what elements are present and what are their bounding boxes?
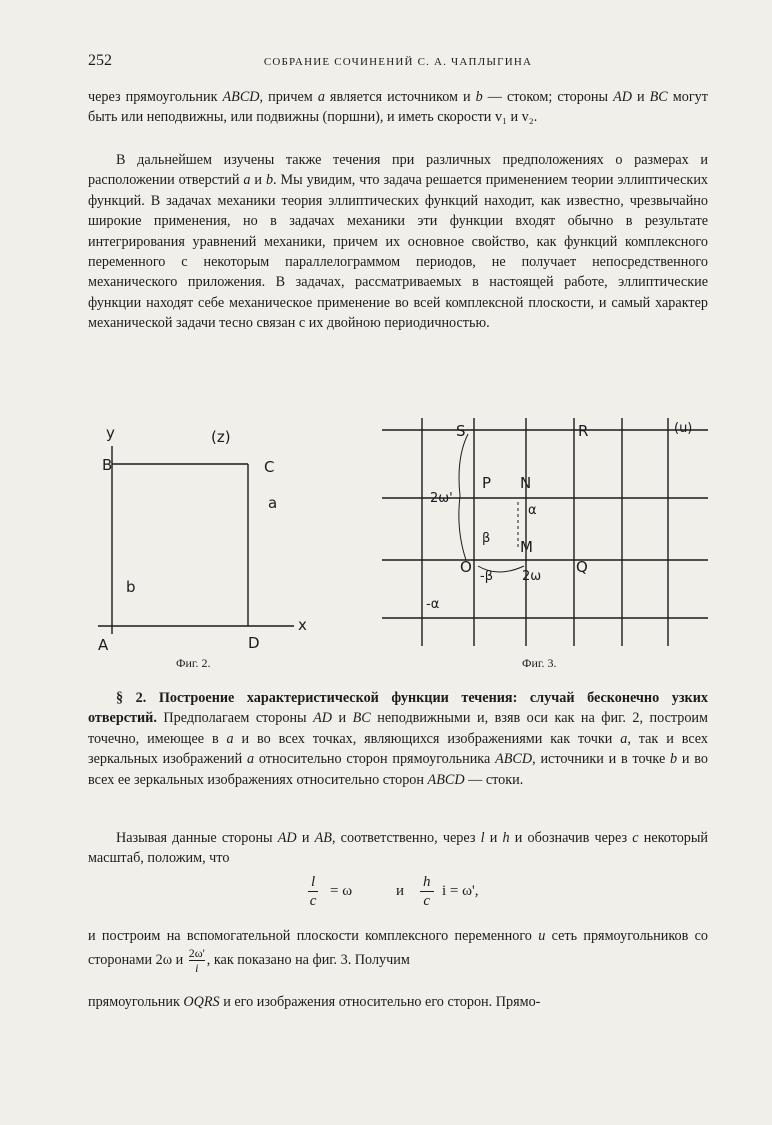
fraction-l-over-c: $\frac{l}{c}$ [309, 874, 317, 909]
page-number: 252 [88, 52, 112, 69]
figure-2-diagram [88, 418, 338, 658]
figure-2-caption: Фиг. 2. [176, 656, 211, 670]
point-d-label: D [248, 634, 260, 652]
point-a-label: A [98, 636, 109, 654]
y-axis-label: y [106, 424, 115, 442]
paragraph-6: прямоугольник OQRS и его изображения относительно его сторон. Прямо- [88, 994, 541, 1010]
paragraph-1: через прямоугольник ABCD, причем a является источником и b — стоком; стороны AD и BC могут быть или неподвижны, или подвижны (поршни), и иметь скорости v₁ и v₂. [88, 89, 708, 126]
u-plane-label: (u) [674, 421, 693, 436]
fraction-h-over-c: $\frac{h}{c}$ [420, 873, 434, 910]
point-b-label: B [102, 456, 113, 474]
source-a-label: a [268, 494, 278, 512]
scale-formula: $\frac{l}{c}$ = ω и $\frac{h}{c}$ i = ω', [309, 874, 479, 909]
beta-label: β [482, 531, 491, 546]
paragraph-2: В дальнейшем изучены также течения при различных предположениях о размерах и расположении отверстий a и b. Мы увидим, что задача решается применением теории эллиптических функций. В задачах механики теория эллиптических функций находит, как известно, чрезвычайно широкие применения, но в задачах механики эти функции входят обычно в результате интегрирования уравнений механики, причем их основное свойство, как функций комплексного переменного с некоторым параллелограммом периодов, не получает непосредственного механического приложения. В задачах, рассматриваемых в настоящей работе, эллиптические функции находят себе механическое применение во всей комплексной плоскости, и самый характер механической задачи тесно связан с их двойною периодичностью. [88, 152, 709, 332]
z-plane-label: (z) [211, 428, 231, 446]
sink-b-label: b [126, 578, 136, 596]
point-m-label: M [520, 538, 533, 556]
section-2-paragraph: § 2. Построение характеристической функции течения: случай бесконечно узких отверстий. Предполагаем стороны AD и BC неподвижными и, взяв оси как на фиг. 2, построим точечно, имеющее в a и во всех точках, являющихся изображениями как точки a, так и всех зеркальных изображений a относительно сторон прямоугольника ABCD, источники и в точке b и во всех ее зеркальных изображениях относительно сторон ABCD — стоки. [88, 690, 709, 788]
figure-3-diagram [378, 418, 718, 658]
page-header [88, 52, 708, 74]
point-n-label: N [520, 474, 532, 492]
point-c-label: C [264, 458, 275, 476]
point-p-label: P [482, 474, 492, 492]
two-omega-label: 2ω [522, 569, 542, 584]
x-axis-label: x [298, 616, 307, 634]
point-r-label: R [578, 422, 589, 440]
alpha-label: α [528, 503, 537, 518]
fraction-2omega-prime-over-i: $\frac{2\omega'}{i}$ [188, 946, 205, 976]
paragraph-4: Называя данные стороны AD и AB, соответственно, через l и h и обозначив через c некоторый масштаб, положим, что [88, 830, 709, 867]
origin-o-label: O [460, 558, 472, 576]
section-heading: § 2. Построение характеристической функции течения: случай бесконечно узких отверстий. [88, 690, 708, 727]
two-omega-prime-label: 2ω' [430, 491, 453, 506]
figure-3-caption: Фиг. 3. [522, 656, 557, 670]
point-q-label: Q [576, 558, 588, 576]
minus-beta-label: -β [480, 569, 493, 584]
paragraph-5: и построим на вспомогательной плоскости комплексного переменного u сеть прямоугольников со сторонами 2ω и $\frac{2\omega'}{i}$ , как показано на фиг. 3. Получим [88, 928, 708, 976]
running-title: СОБРАНИЕ СОЧИНЕНИЙ С. А. ЧАПЛЫГИНА [263, 56, 533, 68]
point-s-label: S [456, 422, 466, 440]
minus-alpha-label: -α [426, 597, 440, 612]
